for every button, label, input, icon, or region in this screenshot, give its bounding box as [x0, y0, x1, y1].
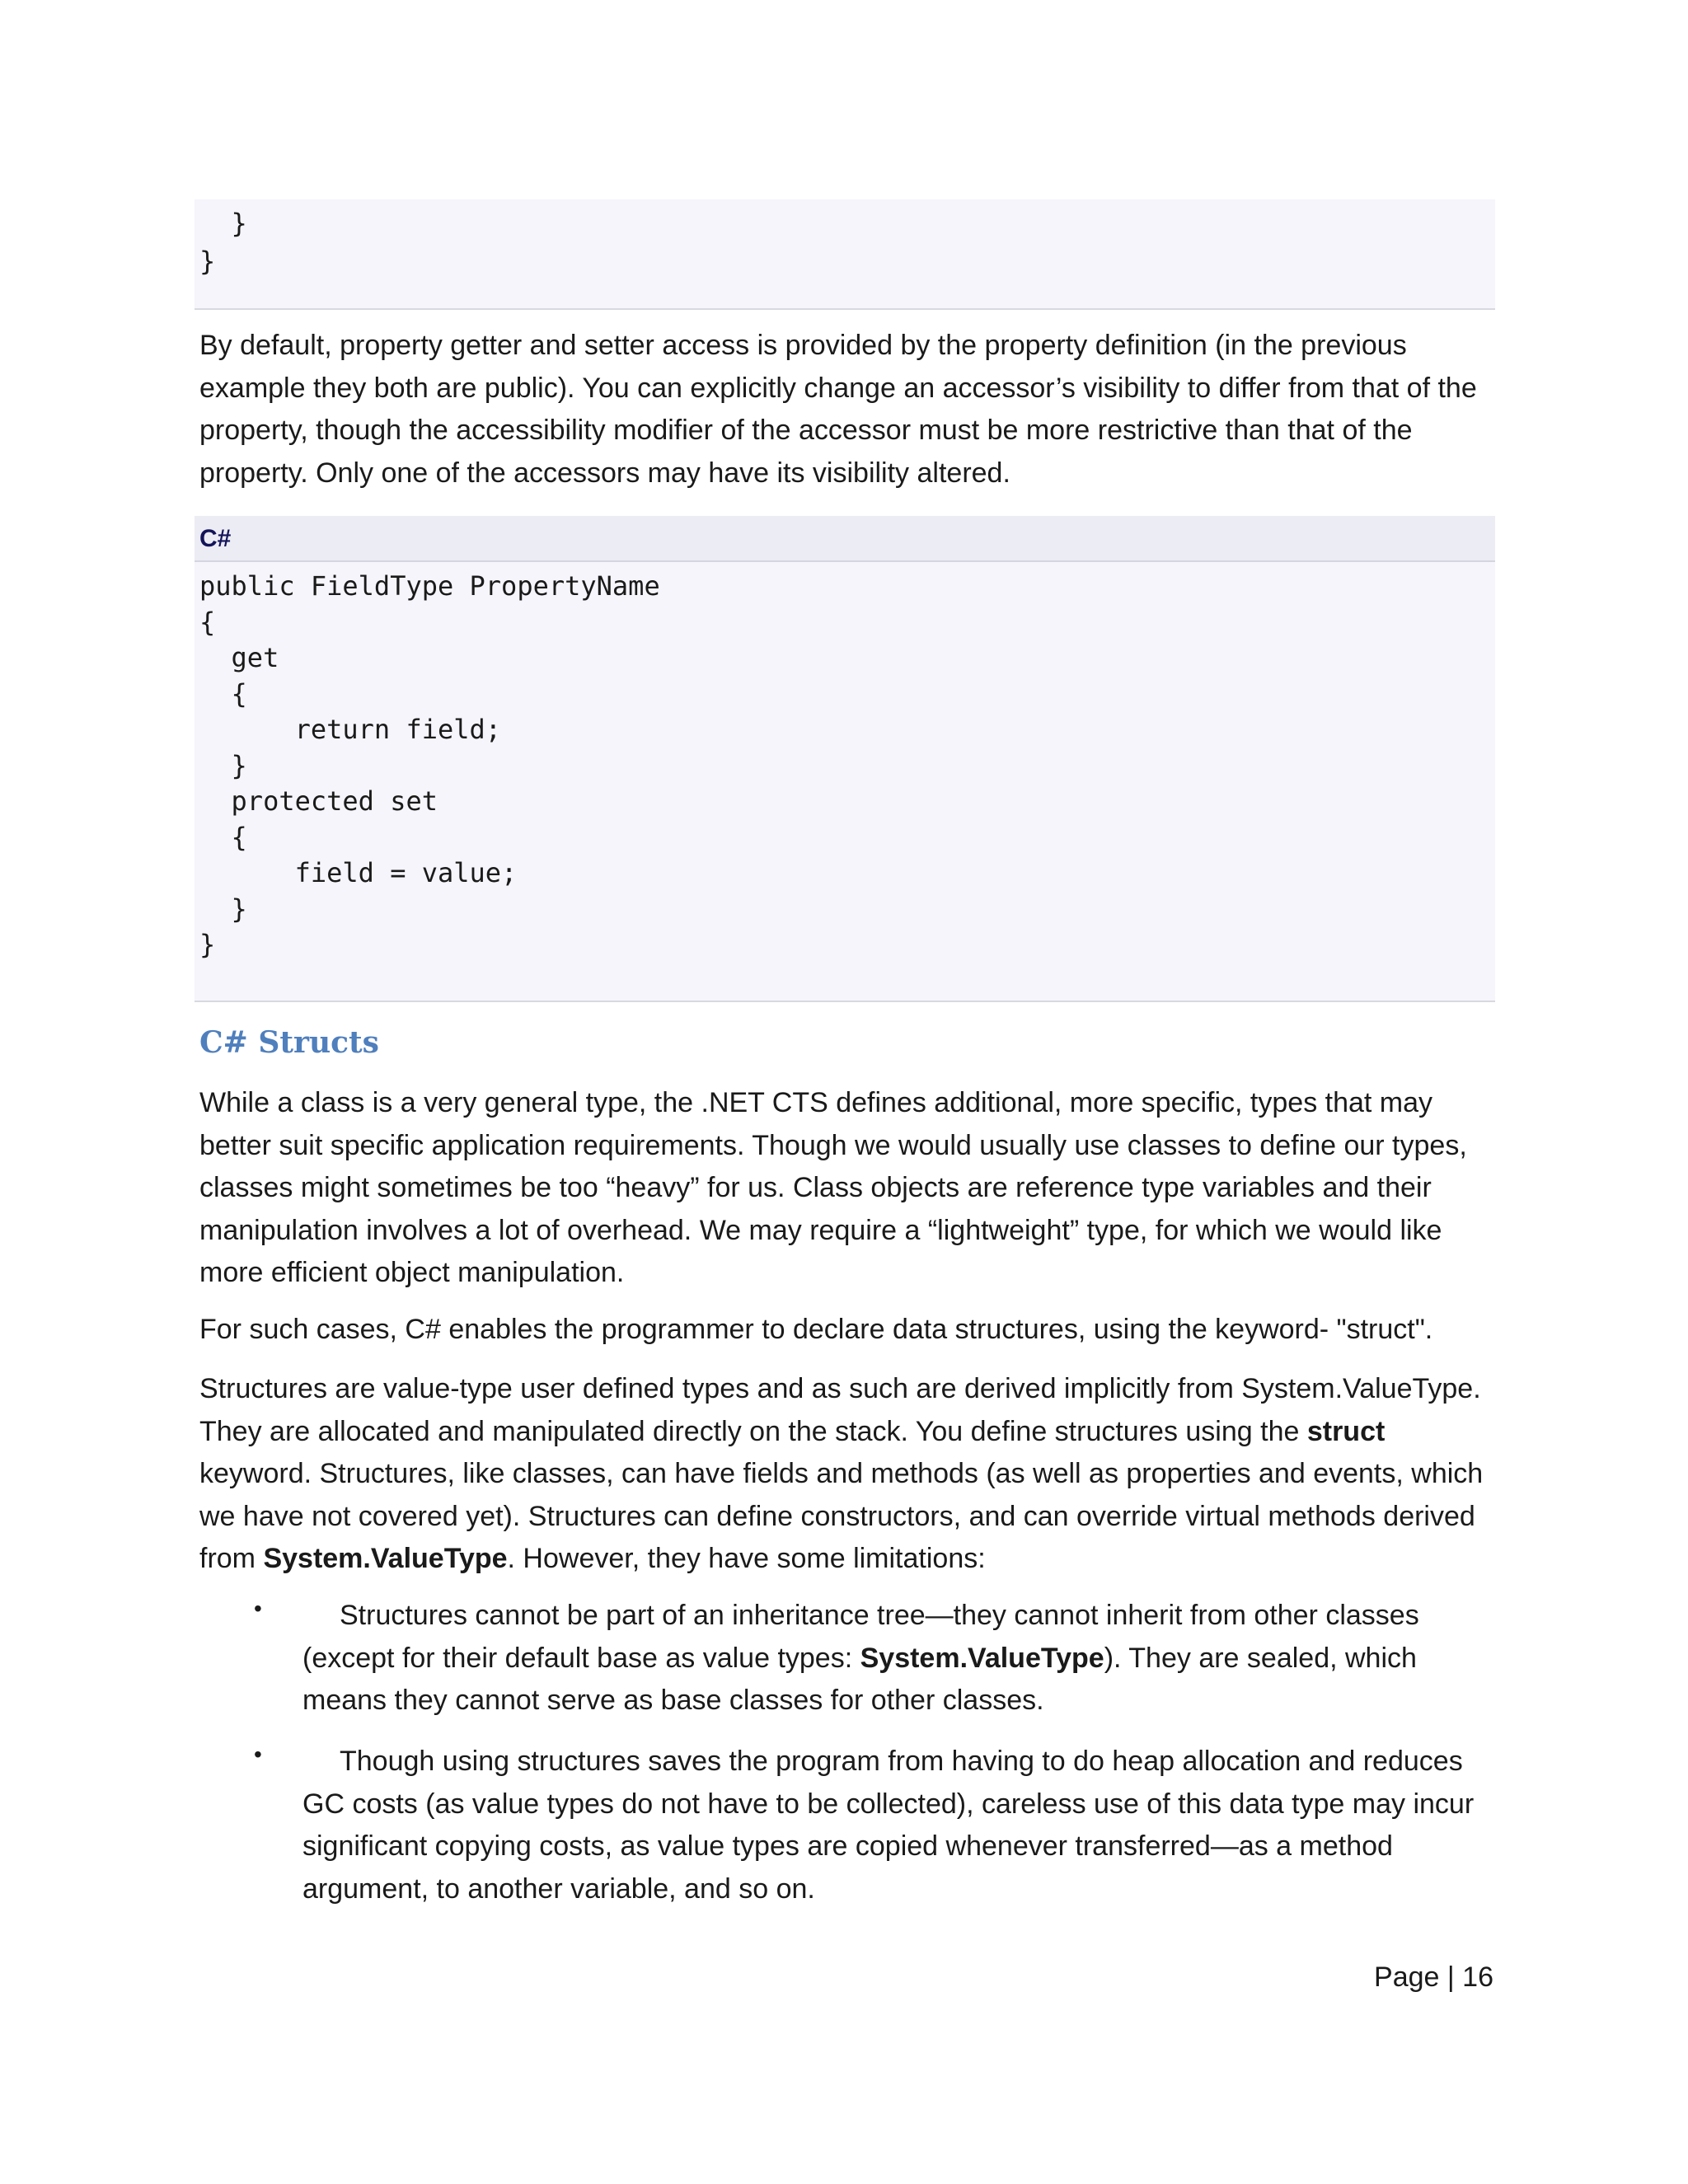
bullet-item-inheritance: Structures cannot be part of an inheritance tree—they cannot inherit from other classes (except for their default base as value types: System.ValueType). They are sealed, which means they cannot serve as base classes for other classes. — [302, 1600, 1419, 1716]
code-block-csharp — [195, 516, 1495, 1002]
code-language-label: C# — [195, 516, 1495, 562]
page-separator: | — [1447, 1961, 1455, 1993]
code-block-continuation — [195, 199, 1495, 310]
section-heading: C# Structs — [199, 1025, 379, 1060]
bullet-marker: • — [254, 1596, 262, 1621]
code-text: } } — [199, 208, 247, 277]
code-text: public FieldType PropertyName { get { return field; } protected set { field = value; } } — [199, 570, 660, 960]
page-label: Page — [1374, 1961, 1440, 1993]
page-number: 16 — [1462, 1961, 1493, 1993]
paragraph-structures-description: Structures are value-type user defined types and as such are derived implicitly from System.ValueType. They are allocated and manipulated directly on the stack. You define structures using the struct keyword. Structures, like classes, can have fields and methods (as well as properties and events, which we have not covered yet). Structures can define constructors, and can override virtual methods derived from System.ValueType. However, they have some limitations: — [199, 1373, 1484, 1574]
bullet-marker: • — [254, 1741, 262, 1767]
paragraph-struct-keyword: For such cases, C# enables the programmer to declare data structures, using the keyword- "struct". — [199, 1314, 1433, 1345]
paragraph-accessor-visibility: By default, property getter and setter access is provided by the property definition (in the previous example they both are public). You can explicitly change an accessor’s visibility to differ from that of the property, though the accessibility modifier of the accessor must be more restrictive than that of the property. Only one of the accessors may have its visibility altered. — [199, 330, 1477, 489]
keyword-system-valuetype: System.ValueType — [263, 1543, 508, 1574]
keyword-system-valuetype: System.ValueType — [860, 1642, 1104, 1674]
bullet-item-copying-costs: Though using structures saves the program from having to do heap allocation and reduces GC costs (as value types do not have to be collected), careless use of this data type may incur significant copying costs, as value types are copied whenever transferred—as a method argument, to another variable, and so on. — [302, 1746, 1475, 1905]
keyword-struct: struct — [1306, 1415, 1386, 1447]
paragraph-structs-intro: While a class is a very general type, the .NET CTS defines additional, more specific, types that may better suit specific application requirements. Though we would usually use classes to define our types, classes might sometimes be too “heavy” for us. Class objects are reference type variables and their manipulation involves a lot of overhead. We may require a “lightweight” type, for which we would like more efficient object manipulation. — [199, 1087, 1467, 1288]
page-footer — [1374, 1961, 1493, 1994]
